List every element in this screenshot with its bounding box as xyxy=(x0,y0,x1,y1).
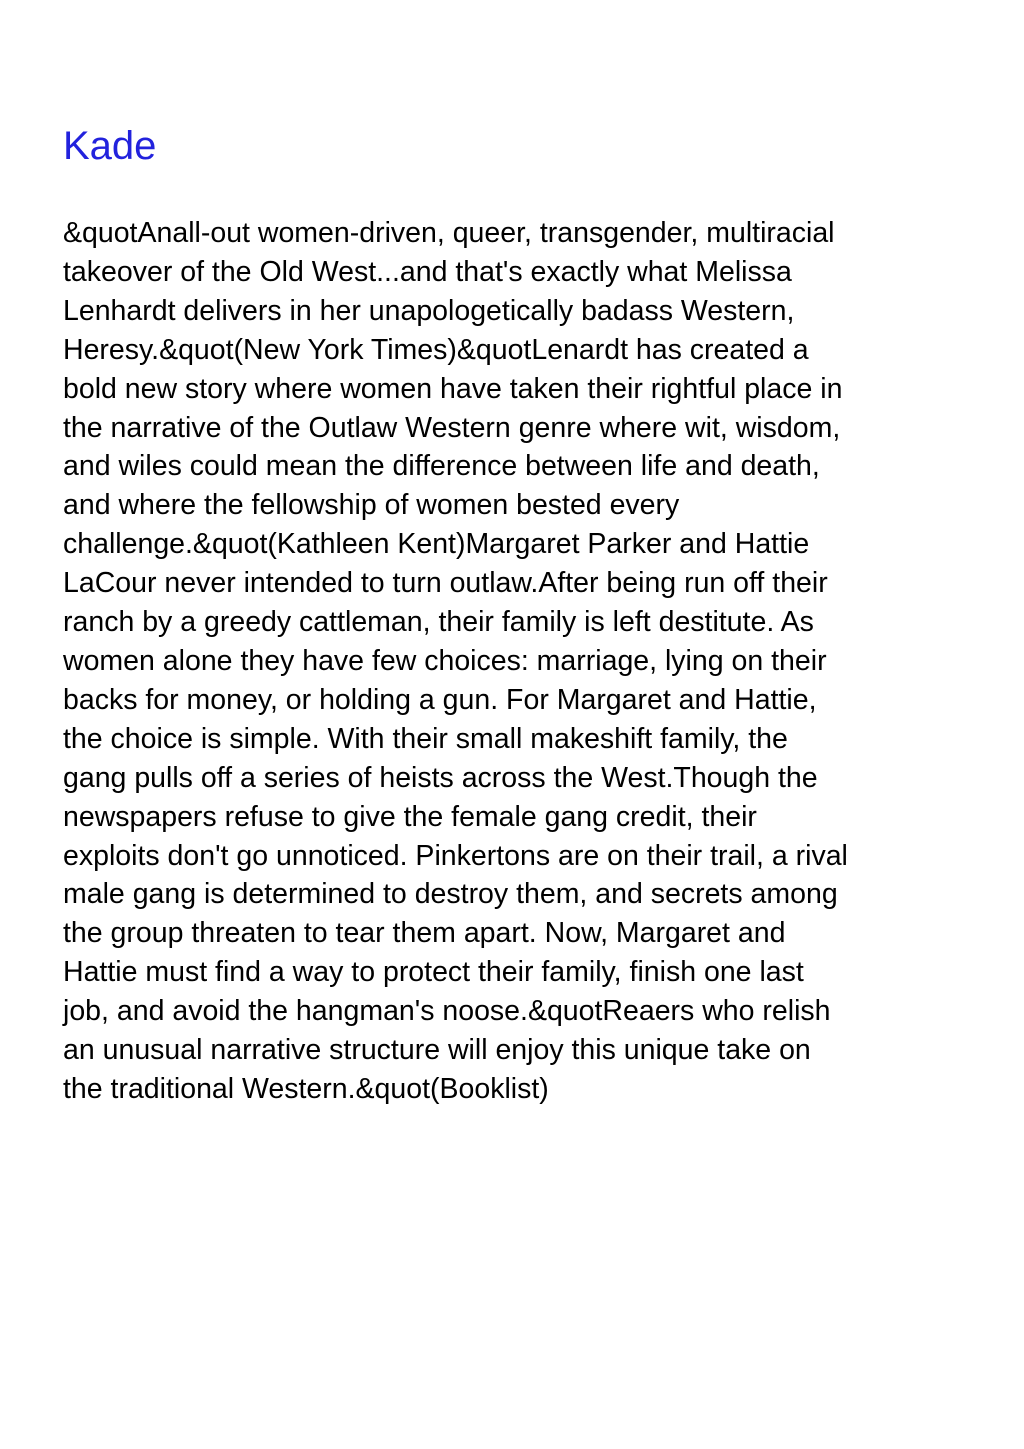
text-line: and where the fellowship of women bested every xyxy=(63,489,680,522)
text-line: the group threaten to tear them apart. Now, Margaret and xyxy=(63,917,786,950)
text-line: takeover of the Old West...and that's exactly what Melissa xyxy=(63,255,792,288)
text-line: Heresy.&quot(New York Times)&quotLenardt has created a xyxy=(63,333,809,366)
text-line: backs for money, or holding a gun. For Margaret and Hattie, xyxy=(63,683,817,716)
text-line: challenge.&quot(Kathleen Kent)Margaret Parker and Hattie xyxy=(63,528,810,561)
text-line: Hattie must find a way to protect their family, finish one last xyxy=(63,956,804,989)
text-line: the narrative of the Outlaw Western genre where wit, wisdom, xyxy=(63,411,841,444)
text-line: women alone they have few choices: marriage, lying on their xyxy=(63,644,827,677)
text-line: LaCour never intended to turn outlaw.After being run off their xyxy=(63,567,828,600)
text-line: newspapers refuse to give the female gang credit, their xyxy=(63,800,757,833)
text-line: ranch by a greedy cattleman, their family is left destitute. As xyxy=(63,606,814,639)
text-line: Lenhardt delivers in her unapologetically badass Western, xyxy=(63,294,795,327)
text-line: exploits don't go unnoticed. Pinkertons are on their trail, a rival xyxy=(63,839,848,872)
description-paragraph xyxy=(63,214,963,1109)
text-line: gang pulls off a series of heists across the West.Though the xyxy=(63,761,818,794)
text-line: &quotAnall-out women-driven, queer, transgender, multiracial xyxy=(63,217,835,249)
text-line: and wiles could mean the difference between life and death, xyxy=(63,450,820,483)
text-line: an unusual narrative structure will enjoy this unique take on xyxy=(63,1034,811,1067)
text-line: the traditional Western.&quot(Booklist) xyxy=(63,1072,549,1105)
page-title: Kade xyxy=(63,124,157,168)
text-line: bold new story where women have taken their rightful place in xyxy=(63,372,843,405)
text-line: job, and avoid the hangman's noose.&quotReaers who relish xyxy=(63,995,831,1028)
text-line: the choice is simple. With their small makeshift family, the xyxy=(63,722,788,755)
text-line: male gang is determined to destroy them, and secrets among xyxy=(63,878,838,911)
